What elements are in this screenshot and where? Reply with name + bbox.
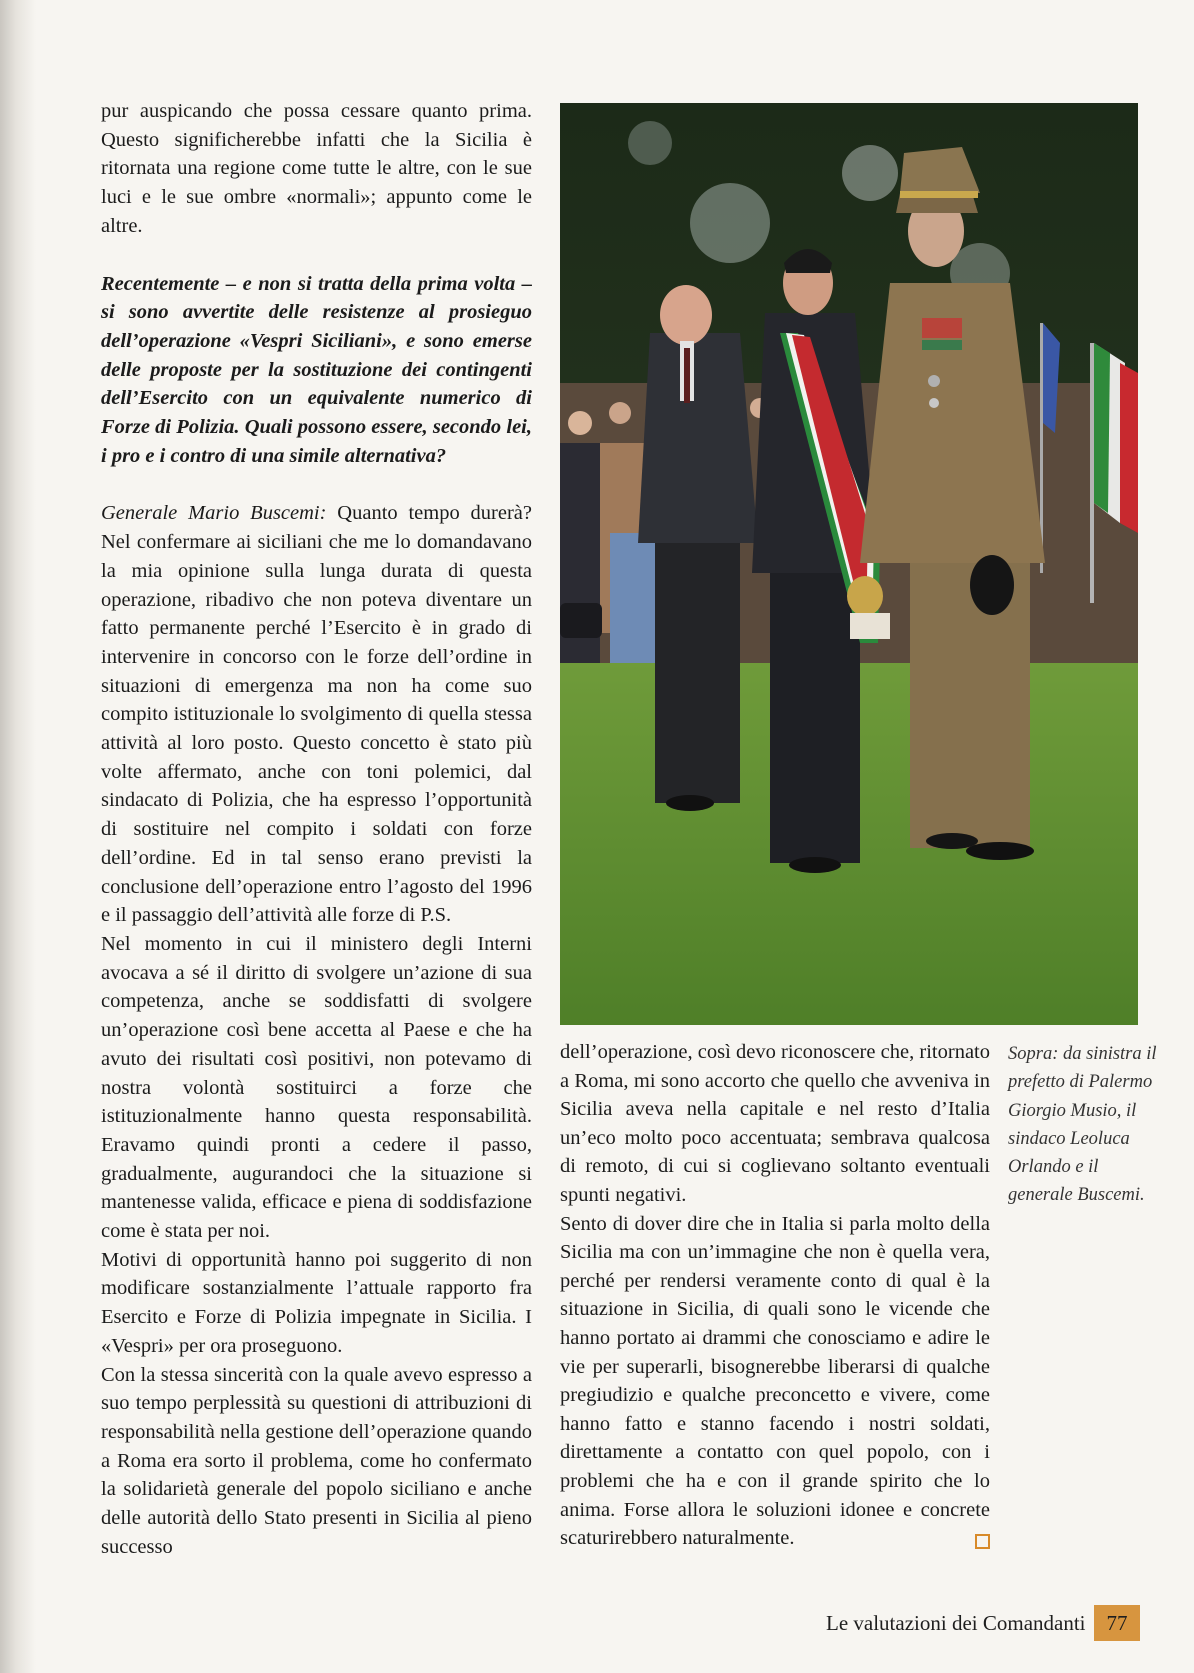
answer-paragraph-2: Nel momento in cui il ministero degli Interni avocava a sé il diritto di svolgere un’azione di sua competenza, anche se soddisfatti di svolgere un’operazione così bene accetta al Paese e che ha avuto dei risultati così positivi, non potevamo di nostra volontà sostituirci a forze che istituzionalmente hanno questa responsabilità. Eravamo quindi pronti a cedere il passo, gradualmente, augurandoci che la situazione si mantenesse valida, efficace e piena di soddisfazione come è stata per noi. bbox=[101, 932, 532, 1243]
answer-text: Quanto tempo durerà? Nel confermare ai siciliani che me lo domandavano la mia opinione sulla lunga durata di questa operazione, ribadivo che non poteva diventare un fatto permanente perché l’Esercito è in grado di intervenire in concorso con le forze dell’ordine in situazioni di emergenza ma non ha come suo compito istituzionale lo svolgimento di quella stessa attività al loro posto. Questo concetto è stato più volte affermato, anche con toni polemici, dal sindacato di Polizia, che ha espresso l’opportunità di sostituire nel compito i soldati con forze dell’ordine. Ed in tal senso erano previsti la conclusione dell’operazione entro l’agosto del 1996 e il passaggio dell’attività alle forze di P.S. bbox=[101, 502, 532, 927]
right-paragraph-2-text: Sento di dover dire che in Italia si parla molto della Sicilia ma con un’immagine che non è quella vera, perché per rendersi veramente conto di qual è la situazione in Sicilia, di quali sono le vicende che hanno portato ai drammi che conosciamo e adire le vie per superarli, bisognerebbe liberarsi di qualche pregiudizio e qualche preconcetto e vivere, come hanno fatto e stanno facendo i nostri soldati, direttamente a contatto con quel popolo, con i problemi che ha e con il grande spirito che lo anima. Forse allora le soluzioni idonee e concrete scaturirebbero naturalmente. bbox=[560, 1212, 990, 1550]
right-text-column bbox=[560, 1038, 990, 1557]
book-gutter-shadow bbox=[0, 0, 36, 1673]
running-footer-title: Le valutazioni dei Comandanti bbox=[826, 1611, 1086, 1635]
right-paragraph-2 bbox=[560, 1210, 990, 1553]
answer-paragraph bbox=[101, 499, 532, 930]
intro-paragraph: pur auspicando che possa cessare quanto prima. Questo significherebbe infatti che la Sicilia è ritornata una regione come tutte le altre, con le sue luci e le sue ombre «normali»; appunto come le altre. bbox=[101, 100, 532, 237]
ceremony-photo-illustration bbox=[560, 103, 1138, 1025]
page-number: 77 bbox=[1094, 1605, 1140, 1641]
answer-paragraph-3: Motivi di opportunità hanno poi suggerito di non modificare sostanzialmente l’attuale rapporto fra Esercito e Forze di Polizia impegnate in Sicilia. I «Vespri» per ora proseguono. bbox=[101, 1248, 532, 1357]
end-mark-wrapper bbox=[967, 1528, 990, 1557]
photo-caption: Sopra: da sinistra il prefetto di Palermo Giorgio Musio, il sindaco Leoluca Orlando e il generale Buscemi. bbox=[1008, 1044, 1157, 1206]
answer-paragraph-4: Con la stessa sincerità con la quale avevo espresso a suo tempo perplessità su questioni di attribuzioni di responsabilità nella gestione dell’operazione quando a Roma era sorto il problema, come ho confermato la solidarietà generale del popolo siciliano e anche delle autorità dello Stato presenti in Sicilia al pieno successo bbox=[101, 1363, 532, 1558]
speaker-name: Generale Mario Buscemi: bbox=[101, 502, 327, 525]
article-end-square-icon bbox=[975, 1534, 990, 1549]
left-text-column bbox=[101, 97, 532, 1561]
right-paragraph-1: dell’operazione, così devo riconoscere che, ritornato a Roma, mi sono accorto che quello che avveniva in Sicilia aveva nella capitale e nel resto d’Italia un’eco molto poco accentuata; sembrava qualcosa di remoto, di cui si coglievano soltanto eventuali spunti negativi. bbox=[560, 1041, 990, 1206]
interview-question: Recentemente – e non si tratta della prima volta – si sono avvertite delle resistenze al prosieguo dell’operazione «Vespri Siciliani», e sono emerse delle proposte per la sostituzione dei contingenti dell’Esercito con un equivalente numerico di Forze di Polizia. Quali possono essere, secondo lei, i pro e i contro di una simile alternativa? bbox=[101, 272, 532, 467]
ceremony-photo bbox=[560, 103, 1138, 1025]
